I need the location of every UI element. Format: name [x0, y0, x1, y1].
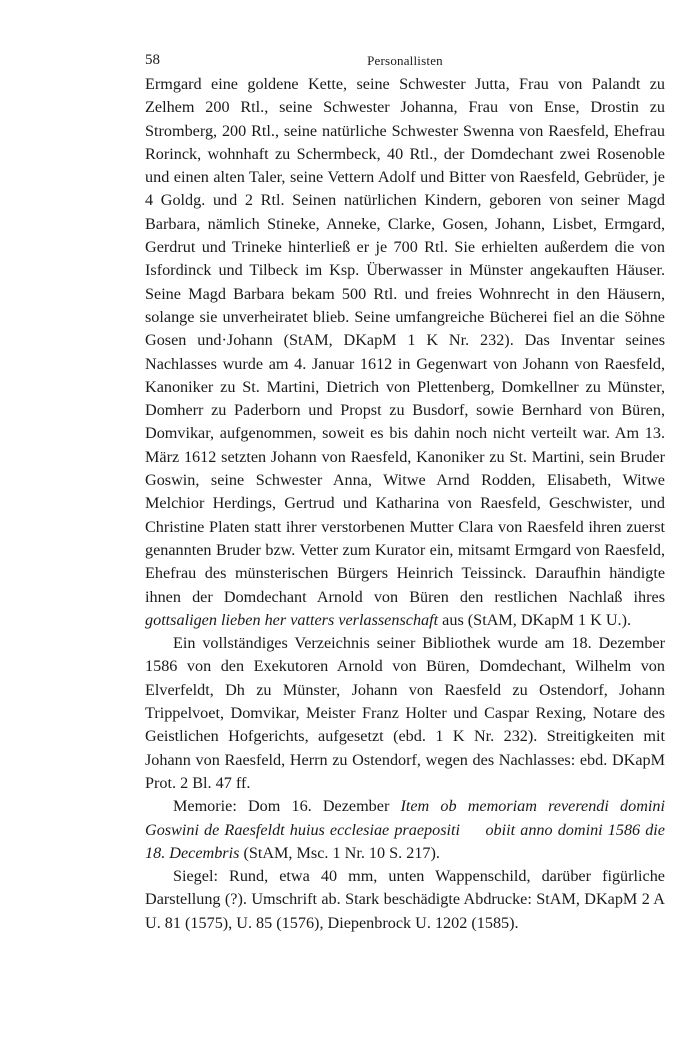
body-text — [145, 73, 670, 935]
latin-quotation: Item ob memoriam reverendi domini Goswini de Raesfeldt huius ecclesiae praepositi obiit anno domini 1586 die 18. Decembris — [145, 797, 670, 862]
quoted-phrase: gottsaligen lieben her vatters verlassenschaft — [145, 610, 439, 629]
paragraph-memorie — [145, 795, 670, 865]
page-number: 58 — [145, 52, 160, 68]
paragraph-text: aus (StAM, DKapM 1 K U.). — [438, 610, 632, 629]
paragraph-text: Ermgard eine goldene Kette, seine Schwester Jutta, Frau von Palandt zu Zelhem 200 Rtl., seine Schwester Johanna, Frau von Ense, Drostin zu Stromberg, 200 Rtl., seine natürliche Schwester Swenna von Raesfeld, Ehefrau Rorinck, wohnhaft zu Schermbeck, 40 Rtl., der Domdechant zwei Rosenoble und einen alten Taler, seine Vettern Adolf und Bitter von Raesfeld, Gebrüder, je 4 Goldg. und 2 Rtl. Seinen natürlichen Kindern, geboren von seiner Magd Barbara, nämlich Stineke, Anneke, Clarke, Gosen, Johann, Lisbet, Ermgard, Gerdrut und Trineke hinterließ er je 700 Rtl. Sie erhielten außerdem die von Isfordinck und Tilbeck im Ksp. Überwasser in Münster angekauften Häuser. Seine Magd Barbara bekam 500 Rtl. und freies Wohnrecht in den Häusern, solange sie unverheiratet blieb. Seine umfangreiche Bücherei fiel an die Söhne Gosen und·Johann (StAM, DKapM 1 K Nr. 232). Das Inventar seines Nachlasses wurde am 4. Januar 1612 in Gegenwart von Johann von Raesfeld, Kanoniker zu St. Martini, Dietrich von Plettenberg, Domkellner zu Münster, Domherr zu Paderborn und Propst zu Busdorf, sowie Bernhard von Büren, Domvikar, aufgenommen, soweit es bis dahin noch nicht verteilt war. Am 13. März 1612 setzten Johann von Raesfeld, Kanoniker zu St. Martini, sein Bruder Goswin, seine Schwester Anna, Witwe Arnd Rodden, Elisabeth, Witwe Melchior Herdings, Gertrud und Katharina von Raesfeld, Geschwister, und Christine Platen statt ihrer verstorbenen Mutter Clara von Raesfeld ihren zuerst genannten Bruder bzw. Vetter zum Kurator ein, mitsamt Ermgard von Raesfeld, Ehefrau des münsterischen Bürgers Heinrich Teissinck. Daraufhin händigte ihnen der Domdechant Arnold von Büren den restlichen Nachlaß ihres — [145, 75, 665, 606]
paragraph-text: (StAM, Msc. 1 Nr. 10 S. 217). — [239, 843, 440, 862]
paragraph-text: Siegel: Rund, etwa 40 mm, unten Wappenschild, darüber figürliche Darstellung (?). Umschrift ab. Stark beschädigte Abdrucke: StAM, DKapM 2 A U. 81 (1575), U. 85 (1576), Diepenbrock U. 1202 (1585). — [145, 867, 665, 932]
page-header — [145, 52, 665, 74]
paragraph-text: Memorie: Dom 16. Dezember — [173, 797, 401, 816]
running-head: Personallisten — [367, 53, 443, 68]
paragraph-inheritance — [145, 73, 665, 632]
paragraph-text: Ein vollständiges Verzeichnis seiner Bibliothek wurde am 18. Dezember 1586 von den Exekutoren Arnold von Büren, Domdechant, Wilhelm von Elverfeldt, Dh zu Münster, Johann von Raesfeld zu Ostendorf, Johann Trippelvoet, Domvikar, Meister Franz Holter und Caspar Rexing, Notare des Geistlichen Hofgerichts, aufgesetzt (ebd. 1 K Nr. 232). Streitigkeiten mit Johann von Raesfeld, Herrn zu Ostendorf, wegen des Nachlasses: ebd. DKapM Prot. 2 Bl. 47 ff. — [145, 634, 665, 792]
paragraph-library — [145, 632, 665, 795]
paragraph-siegel — [145, 865, 665, 935]
